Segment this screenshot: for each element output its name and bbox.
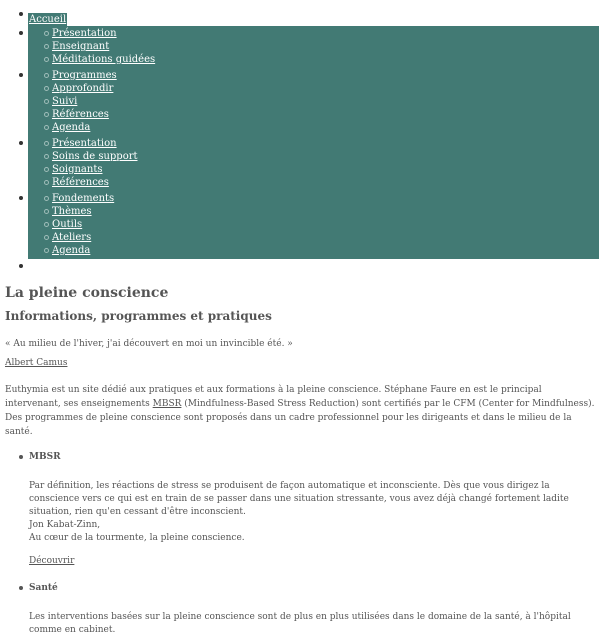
submenu-link[interactable]: Suivi: [52, 96, 78, 107]
intro-text-2: (Mindfulness-Based Stress Reduction) sont certifiés par le CFM (Center for Mindfulness). Des programmes de pleine conscience sont proposés dans un cadre professionnel pour les dirigeants et dans le milieu de la santé.: [5, 399, 595, 437]
mbsr-abbreviation: MBSR: [152, 399, 182, 409]
submenu-item[interactable]: [52, 27, 599, 40]
submenu-link[interactable]: Présentation: [52, 138, 117, 149]
section-body: [29, 611, 595, 635]
section-title: Santé: [29, 583, 58, 593]
submenu-link[interactable]: Présentation: [52, 28, 117, 39]
nav-group-4[interactable]: [0, 191, 600, 259]
submenu-link[interactable]: Ateliers: [52, 232, 92, 243]
submenu-item[interactable]: [52, 192, 599, 205]
discover-link[interactable]: Découvrir: [29, 556, 75, 566]
submenu-1: [28, 26, 599, 68]
quote: « Au milieu de l'hiver, j'ai découvert en moi un invincible été. »: [5, 339, 293, 349]
main-content: [0, 285, 600, 635]
nav-item-empty[interactable]: [0, 259, 600, 271]
submenu-item[interactable]: [52, 176, 599, 189]
home-link[interactable]: Accueil: [29, 14, 67, 25]
submenu-link[interactable]: Références: [52, 177, 109, 188]
section-body: [29, 480, 595, 545]
submenu-link[interactable]: Approfondir: [52, 83, 114, 94]
section-sante: [5, 582, 595, 635]
submenu-item[interactable]: [52, 218, 599, 231]
nav-group-1[interactable]: [0, 26, 600, 68]
intro-paragraph: [5, 383, 595, 439]
submenu-link[interactable]: Agenda: [52, 122, 91, 133]
submenu-item[interactable]: [52, 95, 599, 108]
submenu-item[interactable]: [52, 108, 599, 121]
section-quote-author: Jon Kabat-Zinn,: [29, 520, 101, 530]
section-title: MBSR: [29, 452, 61, 462]
submenu-item[interactable]: [52, 137, 599, 150]
intro-text-1: Euthymia est un site dédié aux pratiques et aux formations à la pleine conscience. Stéphane Faure en est le principal intervenant, ses enseignements: [5, 385, 542, 409]
main-navigation: [0, 0, 600, 271]
submenu-link[interactable]: Enseignant: [52, 41, 110, 52]
nav-group-3[interactable]: [0, 136, 600, 191]
submenu-link[interactable]: Outils: [52, 219, 83, 230]
submenu-link[interactable]: Programmes: [52, 70, 117, 81]
submenu-link[interactable]: Méditations guidées: [52, 54, 156, 65]
submenu-4: [28, 191, 599, 259]
page-subtitle: Informations, programmes et pratiques: [5, 309, 272, 323]
submenu-link[interactable]: Soins de support: [52, 151, 138, 162]
section-quote-source: Au cœur de la tourmente, la pleine conscience.: [29, 533, 245, 543]
submenu-item[interactable]: [52, 53, 599, 66]
submenu-item[interactable]: [52, 40, 599, 53]
submenu-3: [28, 136, 599, 191]
section-text: Par définition, les réactions de stress se produisent de façon automatique et inconsciente. Dès que vous dirigez la conscience vers ce qui est en train de se passer dans une situation stressante, vous avez déjà changé fortement ladite situation, rien qu'en cessant d'être inconscient.: [29, 481, 569, 517]
quote-author-link[interactable]: Albert Camus: [5, 358, 68, 368]
submenu-2: [28, 68, 599, 136]
submenu-link[interactable]: Agenda: [52, 245, 91, 256]
submenu-item[interactable]: [52, 69, 599, 82]
section-text: Les interventions basées sur la pleine conscience sont de plus en plus utilisées dans le domaine de la santé, à l'hôpital comme en cabinet.: [29, 612, 571, 635]
submenu-item[interactable]: [52, 150, 599, 163]
submenu-item[interactable]: [52, 121, 599, 134]
submenu-item[interactable]: [52, 231, 599, 244]
submenu-item[interactable]: [52, 163, 599, 176]
submenu-item[interactable]: [52, 205, 599, 218]
submenu-link[interactable]: Références: [52, 109, 109, 120]
page-title: La pleine conscience: [5, 285, 169, 301]
sections-list: [5, 451, 595, 635]
nav-item-home: [0, 7, 600, 26]
nav-group-2[interactable]: [0, 68, 600, 136]
submenu-link[interactable]: Soignants: [52, 164, 103, 175]
submenu-item[interactable]: [52, 244, 599, 257]
section-mbsr: [5, 451, 595, 567]
submenu-link[interactable]: Fondements: [52, 193, 115, 204]
submenu-link[interactable]: Thèmes: [52, 206, 92, 217]
submenu-item[interactable]: [52, 82, 599, 95]
